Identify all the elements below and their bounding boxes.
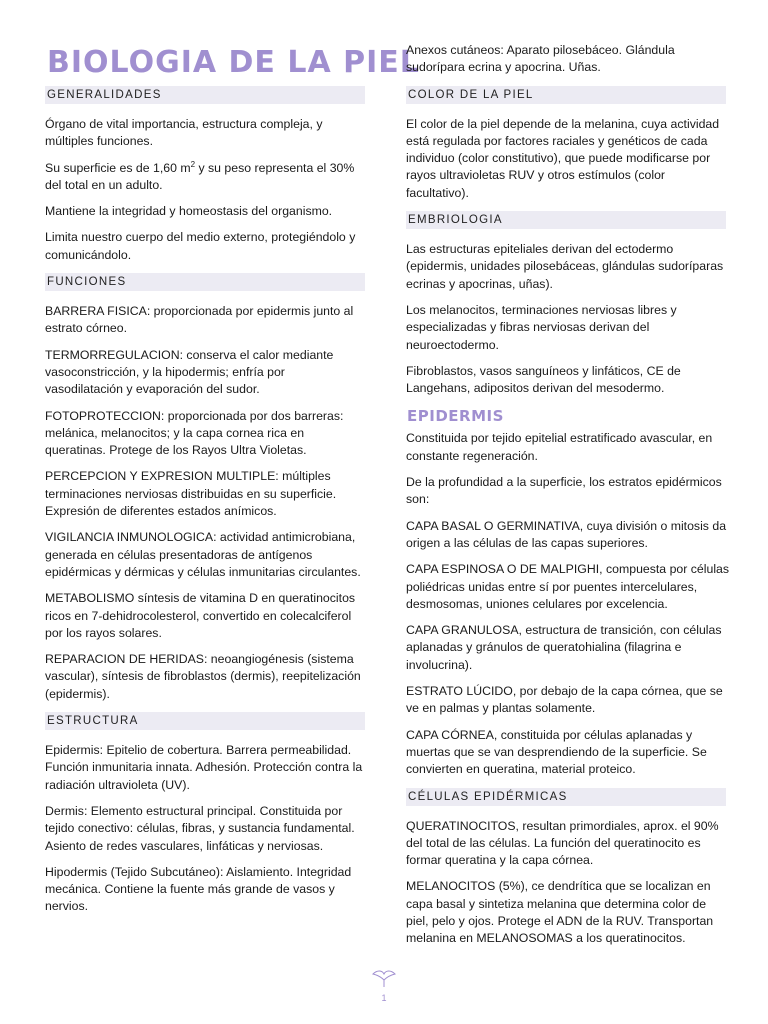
paragraph-surface: Su superficie es de 1,60 $m^2$ y su peso representa el 30% del total en un adulto. [45, 159, 355, 192]
paragraph: QUERATINOCITOS, resultan primordiales, aprox. el 90% del total de las células. La función del queratinocito es formar queratina y la capa córnea. [406, 818, 719, 868]
page-title: BIOLOGIA DE LA PIEL [47, 45, 420, 80]
paragraph: FOTOPROTECCION: proporcionada por dos barreras: melánica, melanocitos; y la capa cornea rica en queratinas. Protege de los Rayos Ultra Violetas. [45, 408, 344, 458]
section-heading-embriologia: EMBRIOLOGIA [406, 211, 726, 229]
paragraph: TERMORREGULACION: conserva el calor mediante vasoconstricción, y la hipodermis; enfría por vasodilatación y evaporación del sudor. [45, 347, 334, 397]
paragraph: MELANOCITOS (5%), ce dendrítica que se localizan en capa basal y sintetiza melanina que determina color de piel, pelo y ojos. Protege el ADN de la RUV. Transportan melanina en MELANOSOMAS a los queratinocitos. [406, 879, 714, 946]
section-heading-estructura: ESTRUCTURA [45, 712, 365, 730]
paragraph: Fibroblastos, vasos sanguíneos y linfáticos, CE de Langehans, adipositos derivan del mesodermo. [406, 363, 681, 396]
section-heading-funciones: FUNCIONES [45, 273, 365, 291]
page-footer [368, 966, 400, 1003]
paragraph: Dermis: Elemento estructural principal. Constituida por tejido conectivo: células, fibras, y sustancia fundamental. Asiento de redes vasculares, linfáticas y nerviosas. [45, 803, 355, 853]
lotus-logo-icon [370, 966, 398, 988]
left-column [45, 0, 420, 925]
paragraph: CAPA BASAL O GERMINATIVA, cuya división o mitosis da origen a las células de las capas superiores. [406, 518, 727, 550]
paragraph: Mantiene la integridad y homeostasis del organismo. [45, 204, 333, 219]
paragraph: Epidermis: Epitelio de cobertura. Barrera permeabilidad. Función inmunitaria innata. Adhesión. Protección contra la radiación ultravioleta (UV). [45, 743, 363, 792]
section-heading-color: COLOR DE LA PIEL [406, 86, 726, 104]
paragraph: METABOLISMO síntesis de vitamina D en queratinocitos ricos en 7-dehidrocolesterol, convertido en colecalciferol por los rayos solares. [45, 591, 356, 640]
paragraph: CAPA ESPINOSA O DE MALPIGHI, compuesta por células poliédricas unidas entre sí por puentes intercelulares, desmosomas, uniones celulares por excelencia. [406, 562, 730, 611]
paragraph: Constituida por tejido epitelial estratificado avascular, en constante regeneración. [406, 431, 713, 463]
paragraph: BARRERA FISICA: proporcionada por epidermis junto al estrato córneo. [45, 304, 354, 336]
section-heading-generalidades: GENERALIDADES [45, 86, 365, 104]
paragraph: VIGILANCIA INMUNOLOGICA: actividad antimicrobiana, generada en células presentadoras de antígenos epidérmicas y dérmicas y células inmunitarias circulantes. [45, 530, 361, 579]
paragraph: El color de la piel depende de la melanina, cuya actividad está regulada por factores raciales y genéticos de cada individuo (color constitutivo), que puede modificarse por rayos ultravioletas RUV y otros estímulos (color facultativo). [406, 116, 720, 200]
paragraph: PERCEPCION Y EXPRESION MULTIPLE: múltiples terminaciones nerviosas distribuidas en su superficie. Expresión de diferentes estados anímicos. [45, 469, 337, 519]
paragraph: Anexos cutáneos: Aparato pilosebáceo. Glándula sudorípara ecrina y apocrina. Uñas. [406, 43, 675, 75]
page-number: 1 [381, 993, 387, 1003]
right-column [406, 42, 730, 957]
paragraph: Limita nuestro cuerpo del medio externo, protegiéndolo y comunicándolo. [45, 230, 356, 262]
section-heading-celulas: CÉLULAS EPIDÉRMICAS [406, 788, 726, 806]
paragraph: De la profundidad a la superficie, los estratos epidérmicos son: [406, 475, 722, 507]
paragraph: Los melanocitos, terminaciones nerviosas libres y especializadas y fibras nerviosas derivan del neuroectodermo. [406, 302, 677, 352]
paragraph: ESTRATO LÚCIDO, por debajo de la capa córnea, que se ve en palmas y plantas solamente. [406, 684, 723, 716]
paragraph: CAPA GRANULOSA, estructura de transición, con células aplanadas y gránulos de queratohialina (filagrina e involucrina). [406, 623, 722, 672]
paragraph: Órgano de vital importancia, estructura compleja, y múltiples funciones. [45, 117, 323, 149]
subsection-title-epidermis: EPIDERMIS [407, 407, 504, 426]
paragraph: REPARACION DE HERIDAS: neoangiogénesis (sistema vascular), síntesis de fibroblastos (dermis), reepitelización (epidermis). [45, 652, 361, 701]
paragraph: CAPA CÓRNEA, constituida por células aplanadas y muertas que se van desprendiendo de la superficie. Se convierten en queratina, material proteico. [406, 727, 707, 777]
paragraph: Las estructuras epiteliales derivan del ectodermo (epidermis, unidades pilosebáceas, glándulas sudoríparas ecrinas y apocrinas, uñas). [406, 242, 724, 291]
paragraph: Hipodermis (Tejido Subcutáneo): Aislamiento. Integridad mecánica. Contiene la fuente más grande de vasos y nervios. [45, 864, 352, 914]
